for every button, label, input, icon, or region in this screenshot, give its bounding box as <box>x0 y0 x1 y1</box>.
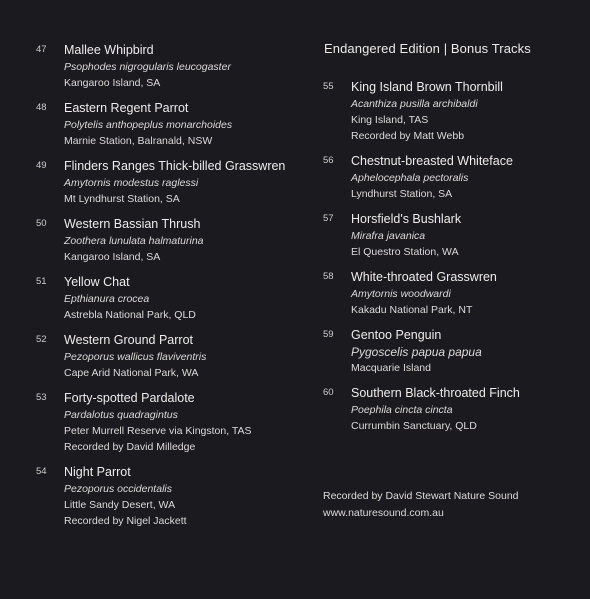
track-location: El Questro Station, WA <box>351 246 459 258</box>
scientific-name: Amytornis woodwardi <box>351 288 451 300</box>
track-location: Mt Lyndhurst Station, SA <box>64 193 180 205</box>
scientific-name: Pezoporus wallicus flaviventris <box>64 351 207 363</box>
track-number: 58 <box>323 271 334 282</box>
track-number: 47 <box>36 44 47 55</box>
track-item <box>36 390 306 455</box>
track-number: 56 <box>323 155 334 166</box>
track-location: Kangaroo Island, SA <box>64 251 161 263</box>
track-name: King Island Brown Thornbill <box>351 80 503 94</box>
track-item <box>323 153 573 202</box>
track-number: 57 <box>323 213 334 224</box>
track-number: 54 <box>36 466 47 477</box>
track-list-left <box>36 42 306 529</box>
track-name: Mallee Whipbird <box>64 43 154 57</box>
track-number: 53 <box>36 392 47 403</box>
track-item <box>36 216 306 265</box>
track-name: Horsfield's Bushlark <box>351 212 462 226</box>
footer-credit: Recorded by David Stewart Nature Sound <box>323 490 519 502</box>
footer-credits <box>323 488 519 522</box>
track-location: Peter Murrell Reserve via Kingston, TAS <box>64 425 252 437</box>
track-name: Flinders Ranges Thick-billed Grasswren <box>64 159 286 173</box>
track-list-right <box>323 79 573 434</box>
track-location: Macquarie Island <box>351 362 431 374</box>
track-name: Gentoo Penguin <box>351 328 442 342</box>
track-location: Little Sandy Desert, WA <box>64 499 176 511</box>
scientific-name: Amytornis modestus raglessi <box>64 177 199 189</box>
track-location: Cape Arid National Park, WA <box>64 367 199 379</box>
track-item <box>323 211 573 260</box>
track-location: Currumbin Sanctuary, QLD <box>351 420 477 432</box>
track-number: 59 <box>323 329 334 340</box>
track-name: Western Bassian Thrush <box>64 217 201 231</box>
scientific-name: Polytelis anthopeplus monarchoides <box>64 119 233 131</box>
track-item <box>36 100 306 149</box>
scientific-name: Aphelocephala pectoralis <box>351 172 469 184</box>
section-title: Endangered Edition | Bonus Tracks <box>324 41 531 56</box>
track-location: Lyndhurst Station, SA <box>351 188 453 200</box>
track-recordist: Recorded by David Milledge <box>64 441 196 453</box>
track-name: White-throated Grasswren <box>351 270 497 284</box>
track-name: Eastern Regent Parrot <box>64 101 189 115</box>
track-location: Marnie Station, Balranald, NSW <box>64 135 213 147</box>
track-number: 51 <box>36 276 47 287</box>
track-item <box>36 274 306 323</box>
track-item <box>323 385 573 434</box>
track-item <box>323 269 573 318</box>
track-number: 50 <box>36 218 47 229</box>
scientific-name: Pardalotus quadragintus <box>64 409 178 421</box>
track-location: King Island, TAS <box>351 114 429 126</box>
track-number: 49 <box>36 160 47 171</box>
track-name: Southern Black-throated Finch <box>351 386 520 400</box>
track-item <box>36 158 306 207</box>
track-item <box>36 464 306 529</box>
track-name: Western Ground Parrot <box>64 333 193 347</box>
track-item <box>36 42 306 91</box>
track-number: 48 <box>36 102 47 113</box>
track-name: Night Parrot <box>64 465 131 479</box>
scientific-name: Poephila cincta cincta <box>351 404 453 416</box>
track-location: Astrebla National Park, QLD <box>64 309 196 321</box>
track-item <box>36 332 306 381</box>
track-number: 60 <box>323 387 334 398</box>
footer-website-link[interactable]: www.naturesound.com.au <box>323 507 444 519</box>
scientific-name: Pezoporus occidentalis <box>64 483 172 495</box>
scientific-name: Mirafra javanica <box>351 230 426 242</box>
track-location: Kakadu National Park, NT <box>351 304 473 316</box>
scientific-name: Pygoscelis papua papua <box>351 345 482 359</box>
track-recordist: Recorded by Matt Webb <box>351 130 465 142</box>
track-name: Yellow Chat <box>64 275 130 289</box>
scientific-name: Zoothera lunulata halmaturina <box>64 235 204 247</box>
track-name: Forty-spotted Pardalote <box>64 391 195 405</box>
scientific-name: Psophodes nigrogularis leucogaster <box>64 61 231 73</box>
track-recordist: Recorded by Nigel Jackett <box>64 515 187 527</box>
track-number: 52 <box>36 334 47 345</box>
scientific-name: Epthianura crocea <box>64 293 150 305</box>
scientific-name: Acanthiza pusilla archibaldi <box>351 98 478 110</box>
track-item <box>323 79 573 144</box>
track-location: Kangaroo Island, SA <box>64 77 161 89</box>
track-number: 55 <box>323 81 334 92</box>
track-item <box>323 327 573 376</box>
track-name: Chestnut-breasted Whiteface <box>351 154 513 168</box>
